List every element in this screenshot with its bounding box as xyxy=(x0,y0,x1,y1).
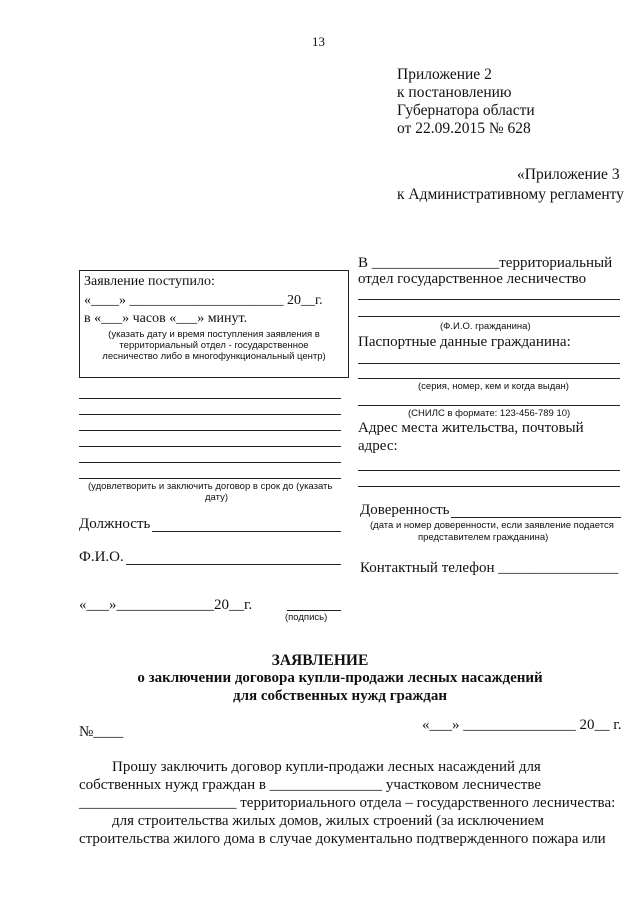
fio-label: Ф.И.О. xyxy=(79,549,124,565)
fio-caption: (Ф.И.О. гражданина) xyxy=(440,321,531,332)
appendix3-line2: к Административному регламенту xyxy=(397,186,624,203)
received-note: (указать дату и время поступления заявления в территориальный отдел - государственное лесничество либо в многофункциональный центр) xyxy=(102,329,326,362)
recipient-org: отдел государственное лесничество xyxy=(358,271,587,287)
position-label: Должность xyxy=(79,516,151,532)
recipient-line-2 xyxy=(358,316,620,317)
snils-line xyxy=(358,405,620,406)
body-p1-line2: собственных нужд граждан в _______________ участковом лесничестве xyxy=(79,777,541,793)
resolution-line-4 xyxy=(79,446,341,447)
proxy-line xyxy=(451,517,621,518)
phone-label: Контактный телефон ________________ xyxy=(360,560,619,576)
received-time-line: в «___» часов «___» минут. xyxy=(84,311,248,326)
page-number: 13 xyxy=(312,34,325,49)
application-date: «___» _______________ 20__ г. xyxy=(422,717,622,733)
proxy-label: Доверенность xyxy=(360,502,450,518)
resolution-caption-1: (удовлетворить и заключить договор в срок до (указать xyxy=(88,481,333,492)
resolution-line-1 xyxy=(79,398,341,399)
recipient-to-line: В _________________территориальный xyxy=(358,255,613,271)
appendix2-line4: от 22.09.2015 № 628 xyxy=(397,120,531,137)
resolution-line-2 xyxy=(79,414,341,415)
proxy-caption-1: (дата и номер доверенности, если заявление подается xyxy=(370,520,614,531)
passport-line-2 xyxy=(358,378,620,379)
received-date-line: «____» ______________________ 20__г. xyxy=(84,293,323,308)
received-stamp-box xyxy=(79,270,349,378)
passport-line-1 xyxy=(358,363,620,364)
address-label-1: Адрес места жительства, почтовый xyxy=(358,420,584,436)
received-title: Заявление поступило: xyxy=(84,274,215,289)
appendix2-line3: Губернатора области xyxy=(397,102,535,119)
passport-caption: (серия, номер, кем и когда выдан) xyxy=(418,381,569,392)
address-line-2 xyxy=(358,486,620,487)
recipient-line-1 xyxy=(358,299,620,300)
fio-line xyxy=(126,564,341,565)
document-subtitle-2: для собственных нужд граждан xyxy=(233,688,447,704)
signature-caption: (подпись) xyxy=(285,612,328,623)
body-p1-line3: _____________________ территориального отдела – государственного лесничества: xyxy=(79,795,616,811)
resolution-line-6 xyxy=(79,478,341,479)
resolution-line-3 xyxy=(79,430,341,431)
signature-line xyxy=(287,610,341,611)
body-p2-line2: строительства жилого дома в случае документально подтвержденного пожара или xyxy=(79,831,606,847)
address-line-1 xyxy=(358,470,620,471)
snils-caption: (СНИЛС в формате: 123-456-789 10) xyxy=(408,408,571,419)
number-label: №____ xyxy=(79,724,124,740)
proxy-caption-2: представителем гражданина) xyxy=(418,532,549,543)
passport-label: Паспортные данные гражданина: xyxy=(358,334,571,350)
appendix2-line1: Приложение 2 xyxy=(397,66,492,83)
resolution-caption-2: дату) xyxy=(205,492,228,503)
resolution-line-5 xyxy=(79,462,341,463)
appendix3-line1: «Приложение 3 xyxy=(517,166,620,183)
position-line xyxy=(152,531,341,532)
appendix2-line2: к постановлению xyxy=(397,84,512,101)
address-label-2: адрес: xyxy=(358,438,398,454)
document-subtitle-1: о заключении договора купли-продажи лесных насаждений xyxy=(137,670,543,686)
body-p1-line1: Прошу заключить договор купли-продажи лесных насаждений для xyxy=(112,759,541,775)
body-p2-line1: для строительства жилых домов, жилых строений (за исключением xyxy=(112,813,544,829)
signature-date-line: «___»_____________20__г. xyxy=(79,597,253,613)
document-title: ЗАЯВЛЕНИЕ xyxy=(271,652,369,669)
